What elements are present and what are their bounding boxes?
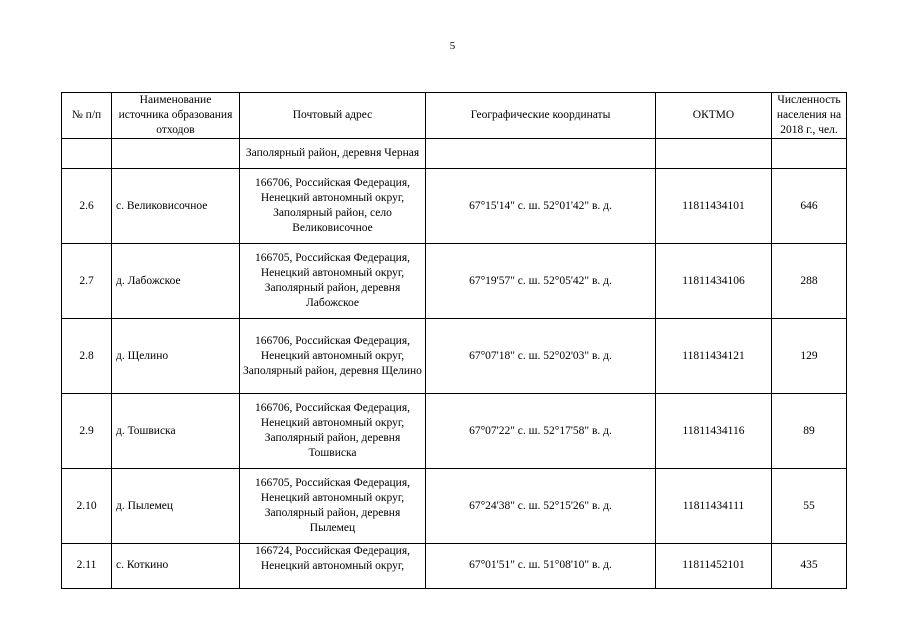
cell-address: 166705, Российская Федерация, Ненецкий автономный округ, Заполярный район, деревня Лабожское: [240, 244, 426, 319]
cell-population: [772, 139, 847, 169]
cell-name: с. Великовисочное: [112, 169, 240, 244]
cell-name: [112, 139, 240, 169]
cell-address: 166706, Российская Федерация, Ненецкий автономный округ, Заполярный район, деревня Тошвиска: [240, 394, 426, 469]
table-row: [62, 169, 847, 244]
cell-oktmo: 11811452101: [656, 544, 772, 589]
cell-oktmo: 11811434106: [656, 244, 772, 319]
settlements-table: [61, 92, 847, 589]
cell-population: 646: [772, 169, 847, 244]
cell-oktmo: 11811434101: [656, 169, 772, 244]
cell-coords: 67°07'22" с. ш. 52°17'58" в. д.: [426, 394, 656, 469]
cell-coords: 67°19'57" с. ш. 52°05'42" в. д.: [426, 244, 656, 319]
cell-address: 166724, Российская Федерация, Ненецкий автономный округ,: [240, 544, 426, 589]
cell-num: 2.7: [62, 244, 112, 319]
cell-name: д. Тошвиска: [112, 394, 240, 469]
cell-name: д. Пылемец: [112, 469, 240, 544]
header-name: Наименование источника образования отходов: [112, 93, 240, 139]
table-row: [62, 244, 847, 319]
cell-num: [62, 139, 112, 169]
header-address: Почтовый адрес: [240, 93, 426, 139]
cell-coords: 67°07'18" с. ш. 52°02'03" в. д.: [426, 319, 656, 394]
table-row-continuation: [62, 139, 847, 169]
cell-address: 166705, Российская Федерация, Ненецкий автономный округ, Заполярный район, деревня Пылемец: [240, 469, 426, 544]
cell-population: 55: [772, 469, 847, 544]
table-header: [62, 93, 847, 139]
page-number: 5: [449, 40, 456, 52]
cell-oktmo: 11811434121: [656, 319, 772, 394]
cell-name: д. Лабожское: [112, 244, 240, 319]
cell-address: 166706, Российская Федерация, Ненецкий автономный округ, Заполярный район, деревня Щелино: [240, 319, 426, 394]
cell-name: с. Коткино: [112, 544, 240, 589]
table-row: [62, 544, 847, 589]
cell-oktmo: 11811434111: [656, 469, 772, 544]
cell-num: 2.6: [62, 169, 112, 244]
cell-population: 129: [772, 319, 847, 394]
cell-num: 2.10: [62, 469, 112, 544]
cell-population: 89: [772, 394, 847, 469]
cell-address: 166706, Российская Федерация, Ненецкий автономный округ, Заполярный район, село Великовисочное: [240, 169, 426, 244]
table-body: [62, 139, 847, 589]
cell-coords: 67°24'38" с. ш. 52°15'26" в. д.: [426, 469, 656, 544]
cell-num: 2.11: [62, 544, 112, 589]
cell-address: Заполярный район, деревня Черная: [240, 139, 426, 169]
cell-population: 288: [772, 244, 847, 319]
header-population: Численность населения на 2018 г., чел.: [772, 93, 847, 139]
cell-population: 435: [772, 544, 847, 589]
table-row: [62, 319, 847, 394]
table-row: [62, 394, 847, 469]
header-num: № п/п: [62, 93, 112, 139]
table-row: [62, 469, 847, 544]
cell-num: 2.8: [62, 319, 112, 394]
cell-coords: 67°01'51" с. ш. 51°08'10" в. д.: [426, 544, 656, 589]
cell-oktmo: 11811434116: [656, 394, 772, 469]
header-coords: Географические координаты: [426, 93, 656, 139]
header-row: [62, 93, 847, 139]
cell-coords: [426, 139, 656, 169]
cell-num: 2.9: [62, 394, 112, 469]
cell-name: д. Щелино: [112, 319, 240, 394]
header-oktmo: ОКТМО: [656, 93, 772, 139]
cell-coords: 67°15'14" с. ш. 52°01'42" в. д.: [426, 169, 656, 244]
cell-oktmo: [656, 139, 772, 169]
